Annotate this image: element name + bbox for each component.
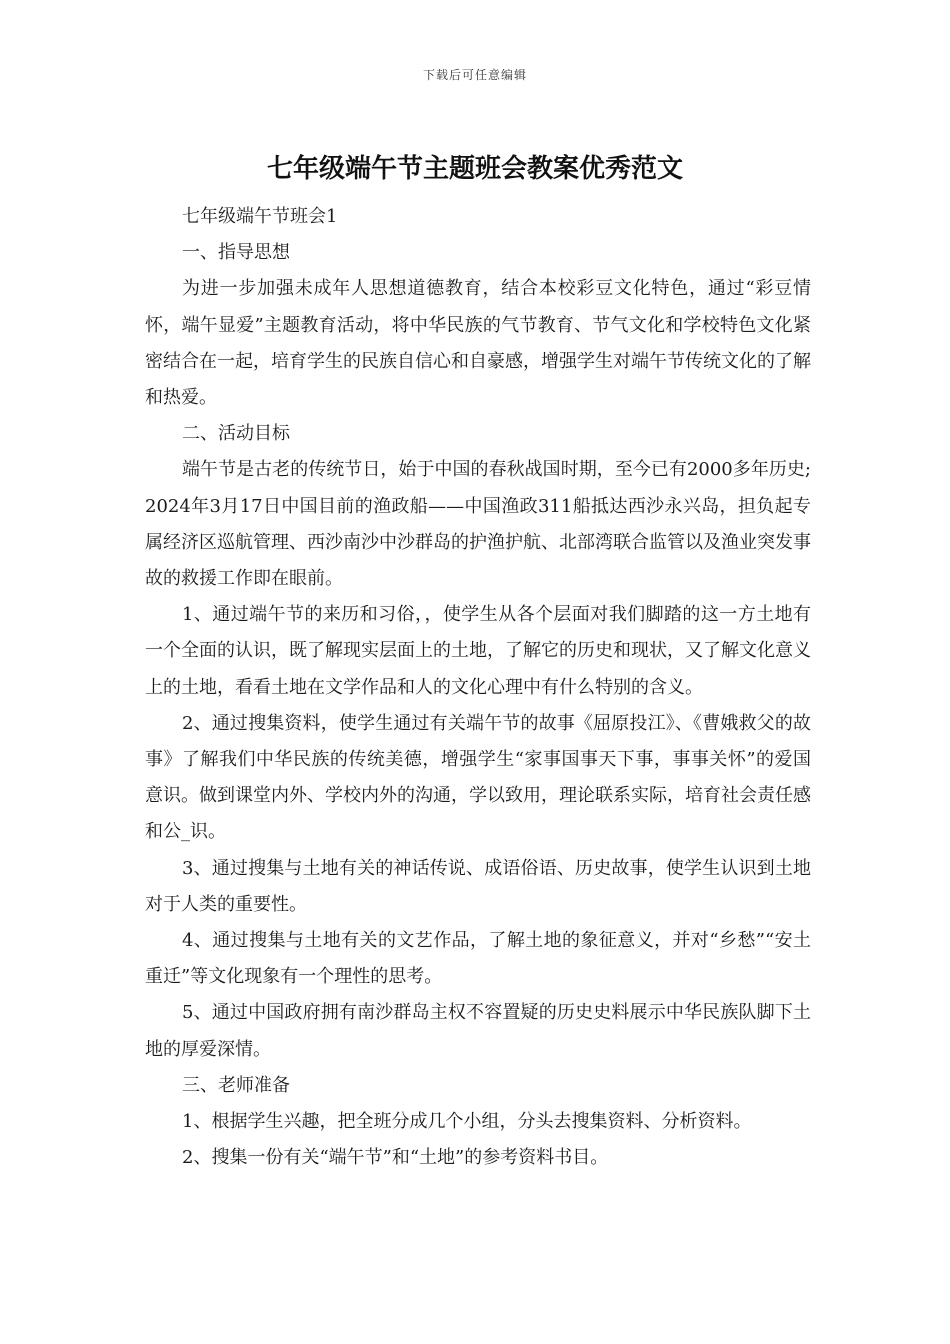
goal-item-3: 3、通过搜集与土地有关的神话传说、成语俗语、历史故事，使学生认识到土地对于人类的重要性。 <box>145 857 811 915</box>
body-paragraph: 端午节是古老的传统节日，始于中国的春秋战国时期，至今已有2000多年历史;2024年3月17日中国目前的渔政船——中国渔政311船抵达西沙永兴岛，担负起专属经济区巡航管理、西沙南沙中沙群岛的护渔护航、北部湾联合监管以及渔业突发事故的救援工作即在眼前。 <box>145 459 811 590</box>
goal-item-5: 5、通过中国政府拥有南沙群岛主权不容置疑的历史史料展示中华民族队脚下土地的厚爱深情。 <box>145 1002 811 1060</box>
header-note: 下载后可任意编辑 <box>422 68 527 82</box>
goal-item-1: 1、通过端午节的来历和习俗，，使学生从各个层面对我们脚踏的这一方土地有一个全面的认识，既了解现实层面上的土地，了解它的历史和现状，又了解文化意义上的土地，看看土地在文学作品和人的文化心理中有什么特别的含义。 <box>145 604 811 698</box>
subtitle-paragraph: 七年级端午节班会1 <box>182 206 338 227</box>
document-title: 七年级端午节主题班会教案优秀范文 <box>266 154 683 184</box>
section-heading-teacher-prep: 三、老师准备 <box>182 1074 290 1096</box>
prep-item-2: 2、搜集一份有关“端午节”和“土地”的参考资料书目。 <box>182 1147 609 1169</box>
section-heading-activity-goals: 二、活动目标 <box>182 423 290 445</box>
goal-item-2: 2、通过搜集资料，使学生通过有关端午节的故事《屈原投江》、《曹娥救父的故事》了解我们中华民族的传统美德，增强学生“家事国事天下事，事事关怀”的爱国意识。做到课堂内外、学校内外的沟通，学以致用，理论联系实际，培育社会责任感和公_识。 <box>145 712 811 843</box>
prep-item-1: 1、根据学生兴趣，把全班分成几个小组，分头去搜集资料、分析资料。 <box>182 1111 752 1133</box>
goal-item-4: 4、通过搜集与土地有关的文艺作品，了解土地的象征意义，并对“乡愁”“安土重迁”等文化现象有一个理性的思考。 <box>145 930 811 988</box>
body-paragraph: 为进一步加强未成年人思想道德教育，结合本校彩豆文化特色，通过“彩豆情怀，端午显爱”主题教育活动，将中华民族的气节教育、节气文化和学校特色文化紧密结合在一起，培育学生的民族自信心和自豪感，增强学生对端午节传统文化的了解和热爱。 <box>145 278 811 409</box>
section-heading-guiding-thought: 一、指导思想 <box>182 242 290 264</box>
document-body <box>145 199 811 1176</box>
